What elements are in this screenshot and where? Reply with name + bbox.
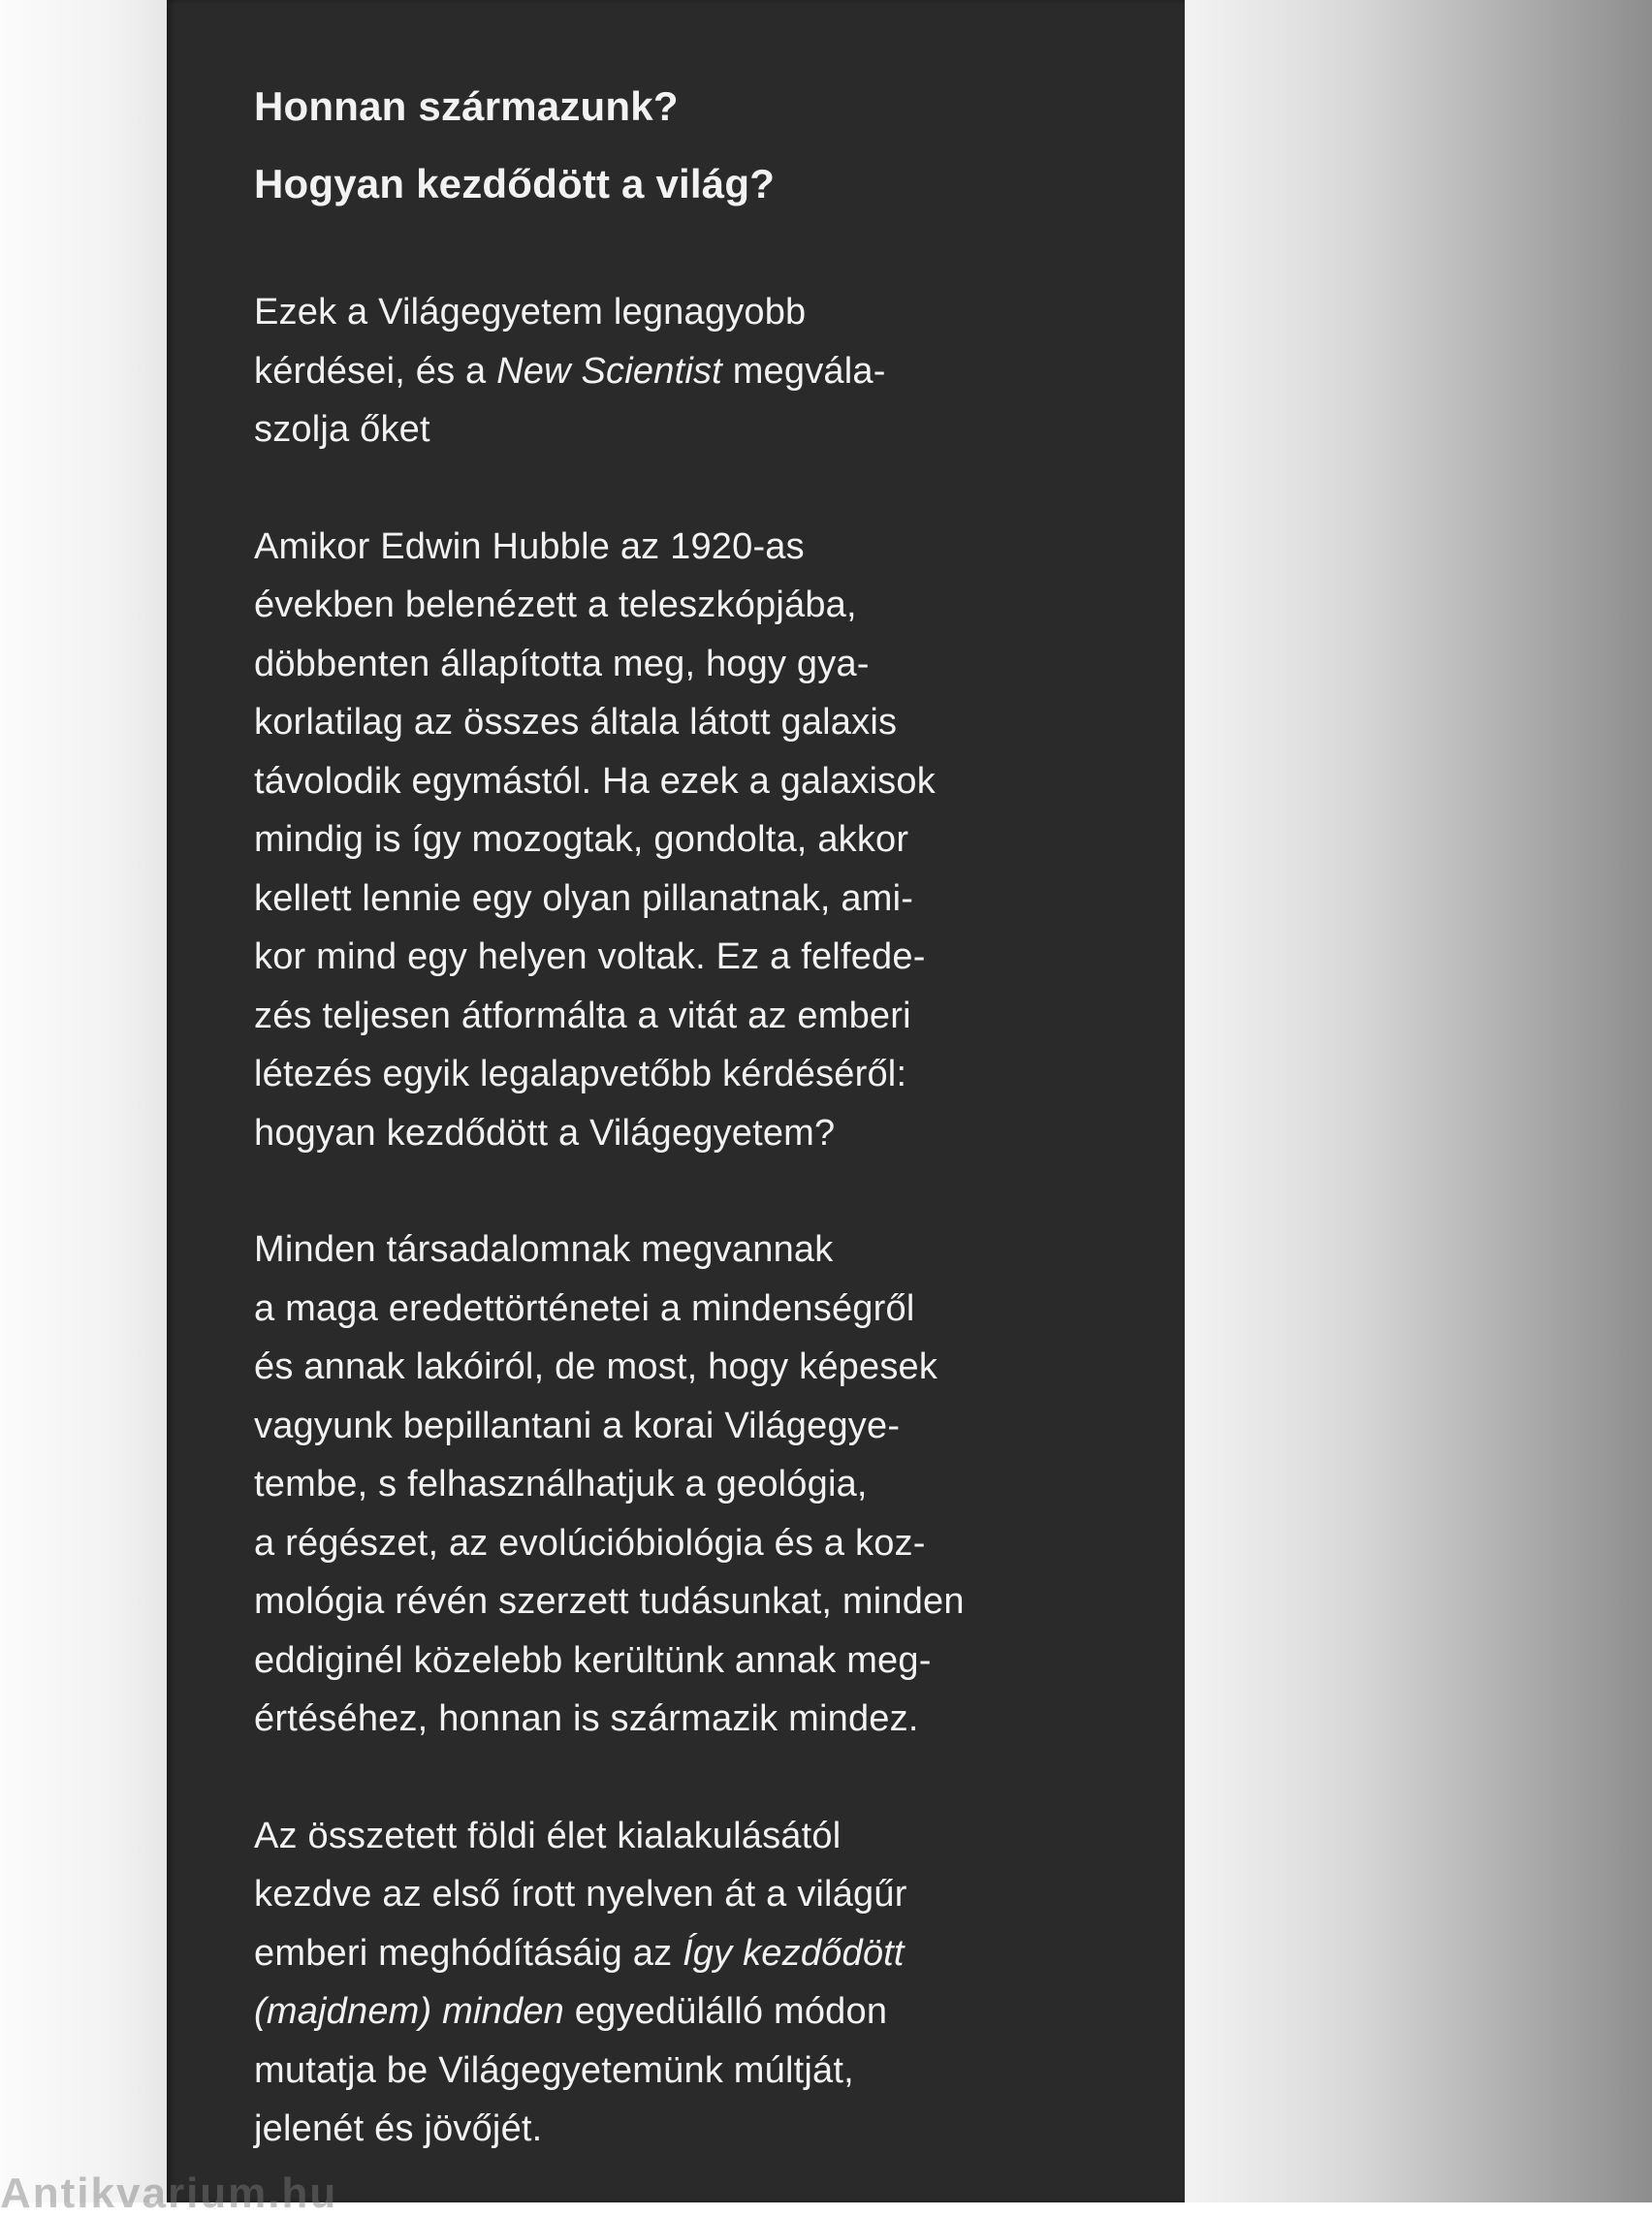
page-edge <box>0 0 167 2202</box>
text-line: és annak lakóiról, de most, hogy képesek <box>254 1346 938 1387</box>
paragraph-2 <box>254 518 1127 1163</box>
text-segment: megvála- <box>721 350 886 392</box>
italic-title: New Scientist <box>496 350 722 392</box>
text-line: szolja őket <box>254 409 430 450</box>
text-line: kezdve az első írott nyelven át a világűr <box>254 1874 907 1915</box>
title-line-1: Honnan származunk? <box>254 83 679 129</box>
text-segment: emberi meghódításáig az <box>254 1932 683 1974</box>
text-line: a maga eredettörténetei a mindenségről <box>254 1287 915 1329</box>
text-line: mindig is így mozogtak, gondolta, akkor <box>254 819 909 860</box>
text-line: létezés egyik legalapvetőbb kérdéséről: <box>254 1054 907 1094</box>
text-line <box>254 1924 1127 1983</box>
italic-title: Így kezdődött <box>683 1932 905 1974</box>
text-line: jelenét és jövőjét. <box>254 2108 543 2149</box>
text-line: kellett lennie egy olyan pillanatnak, ami- <box>254 877 914 919</box>
text-line: zés teljesen átformálta a vitát az emberi <box>254 995 911 1036</box>
paragraph-3 <box>254 1220 1127 1749</box>
text-line: Ezek a Világegyetem legnagyobb <box>254 292 807 333</box>
text-line: Minden társadalomnak megvannak <box>254 1229 834 1270</box>
text-line: értéséhez, honnan is származik mindez. <box>254 1698 919 1739</box>
paragraph-4 <box>254 1807 1127 2159</box>
italic-title: (majdnem) minden <box>254 1991 564 2032</box>
text-line: döbbenten állapította meg, hogy gya- <box>254 643 870 684</box>
text-line: korlatilag az összes általa látott galaxis <box>254 702 898 743</box>
text-line <box>254 1982 1127 2042</box>
text-line: Az összetett földi élet kialakulásától <box>254 1815 842 1856</box>
flap-text <box>254 68 1127 2217</box>
text-line: Amikor Edwin Hubble az 1920-as <box>254 525 805 567</box>
text-segment: kérdései, és a <box>254 350 497 392</box>
text-line: eddiginél közelebb kerültünk annak meg- <box>254 1639 932 1681</box>
text-line: tembe, s felhasználhatjuk a geológia, <box>254 1464 868 1504</box>
text-line <box>254 342 1127 401</box>
text-line: távolodik egymástól. Ha ezek a galaxisok <box>254 760 936 802</box>
text-line: mológia révén szerzett tudásunkat, minden <box>254 1581 965 1622</box>
text-segment: egyedülálló módon <box>563 1991 888 2032</box>
text-line: mutatja be Világegyetemünk múltját, <box>254 2049 854 2091</box>
text-line: hogyan kezdődött a Világegyetem? <box>254 1112 836 1154</box>
watermark: Antikvarium.hu <box>0 2169 338 2208</box>
text-line: években belenézett a teleszkópjába, <box>254 585 857 625</box>
background-shadow <box>1185 0 1652 2202</box>
text-line: kor mind egy helyen voltak. Ez a felfede- <box>254 936 926 977</box>
title <box>254 68 1127 223</box>
text-line: vagyunk bepillantani a korai Világegye- <box>254 1405 901 1446</box>
paragraph-1 <box>254 283 1127 459</box>
title-line-2: Hogyan kezdődött a világ? <box>254 161 776 206</box>
text-line: a régészet, az evolúcióbiológia és a koz- <box>254 1522 926 1564</box>
